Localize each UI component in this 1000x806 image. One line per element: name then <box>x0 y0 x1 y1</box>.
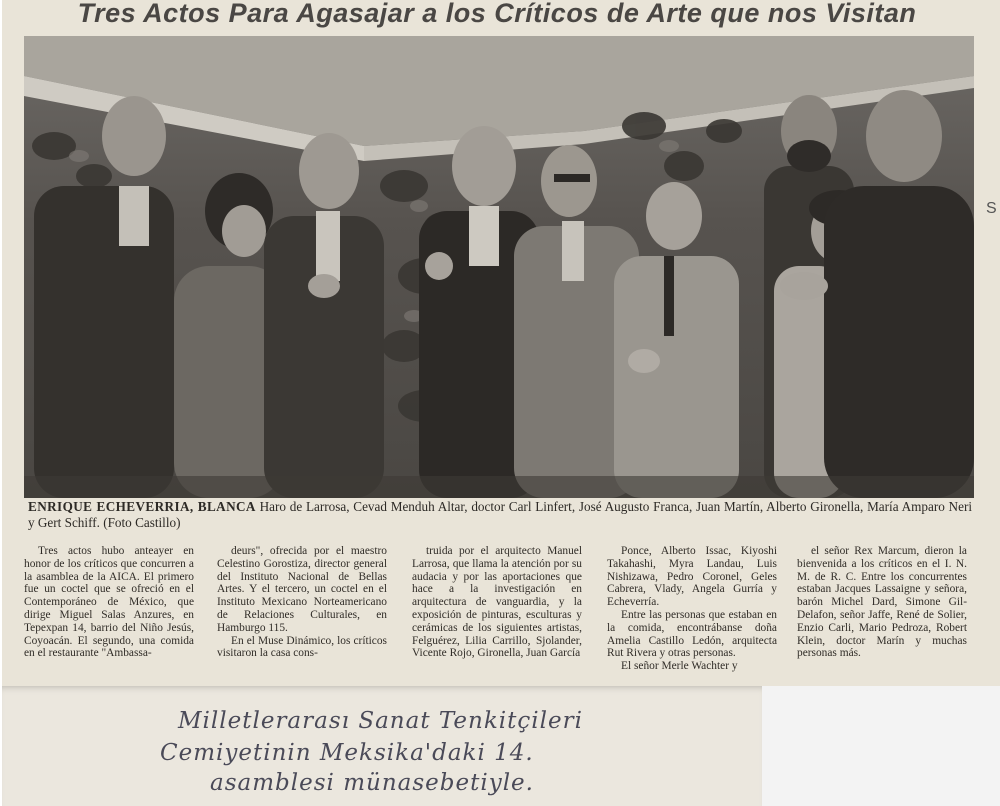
newspaper-clipping <box>2 0 1000 686</box>
article-column-3 <box>412 545 582 660</box>
paragraph: deurs", ofrecida por el maestro Celestino Gorostiza, director general del Instituto Nacional de Bellas Artes. Y el tercero, un coctel en el Instituto Mexicano Norteamericano de Relaciones Culturales, en Hamburgo 115. <box>217 545 387 634</box>
group-photo <box>24 36 974 498</box>
paragraph: el señor Rex Marcum, dieron la bienvenida a los críticos en el I. N. M. de R. C. Entre los concurrentes estaban Jacques Lassaigne y señora, barón Michel Dard, Simone Gil-Delafon, señor Jaffe, René de Solier, Enzio Carli, Mario Pedroza, Robert Klein, doctor Marín y muchas personas más. <box>797 545 967 660</box>
paragraph: En el Muse Dinámico, los críticos visitaron la casa cons- <box>217 634 387 660</box>
article-column-5 <box>797 545 967 660</box>
handwritten-line-1: Milletlerarası Sanat Tenkitçileri <box>178 708 583 734</box>
paragraph: Entre las personas que estaban en la comida, encontrábanse doña Amelia Castillo Ledón, arquitecta Rut Rivera y otras personas. <box>607 608 777 660</box>
headline: Tres Actos Para Agasajar a los Críticos de Arte que nos Visitan <box>77 0 917 28</box>
caption-lead: ENRIQUE ECHEVERRIA, BLANCA <box>28 499 256 514</box>
paragraph: Tres actos hubo anteayer en honor de los críticos que concurren a la asamblea de la AICA. El primero fue un coctel que se ofreció en el Contemporáneo de México, que dirige Miguel Salas Anzures, en Tepexpan 14, barrio del Niño Jesús, Coyoacán. El segundo, una comida en el restaurante "Ambassa- <box>24 545 194 660</box>
blank-background <box>762 686 1000 806</box>
paragraph: Ponce, Alberto Issac, Kiyoshi Takahashi, Myra Landau, Luis Nishizawa, Pedro Coronel, Geles Cabrera, Vlady, Angela Gurría y Echeverría. <box>607 545 777 609</box>
handwritten-line-2: Cemiyetinin Meksika'daki 14. <box>160 740 534 766</box>
handwritten-line-3: asamblesi münasebetiyle. <box>210 770 534 796</box>
paragraph: truida por el arquitecto Manuel Larrosa, que llama la atención por su audacia y por las aportaciones que hace a la investigación en arquitectura de vanguardia, y la exposición de pinturas, esculturas y cerámicas de los siguientes artistas, Felguérez, Lilia Carrillo, Sjolander, Vicente Rojo, Gironella, Juan García <box>412 545 582 660</box>
group-photo-illustration <box>24 36 974 498</box>
article-column-2 <box>217 545 387 660</box>
photo-caption <box>28 499 972 531</box>
article-column-4 <box>607 545 777 673</box>
edge-letter: S <box>986 200 997 217</box>
paragraph: El señor Merle Wachter y <box>621 660 738 673</box>
article-column-1 <box>24 545 194 660</box>
caption-text: Haro de Larrosa, Cevad Menduh Altar, doctor Carl Linfert, José Augusto Franca, Juan Martín, Alberto Gironella, María Amparo Neri y Gert Schiff. (Foto Castillo) <box>28 499 972 530</box>
